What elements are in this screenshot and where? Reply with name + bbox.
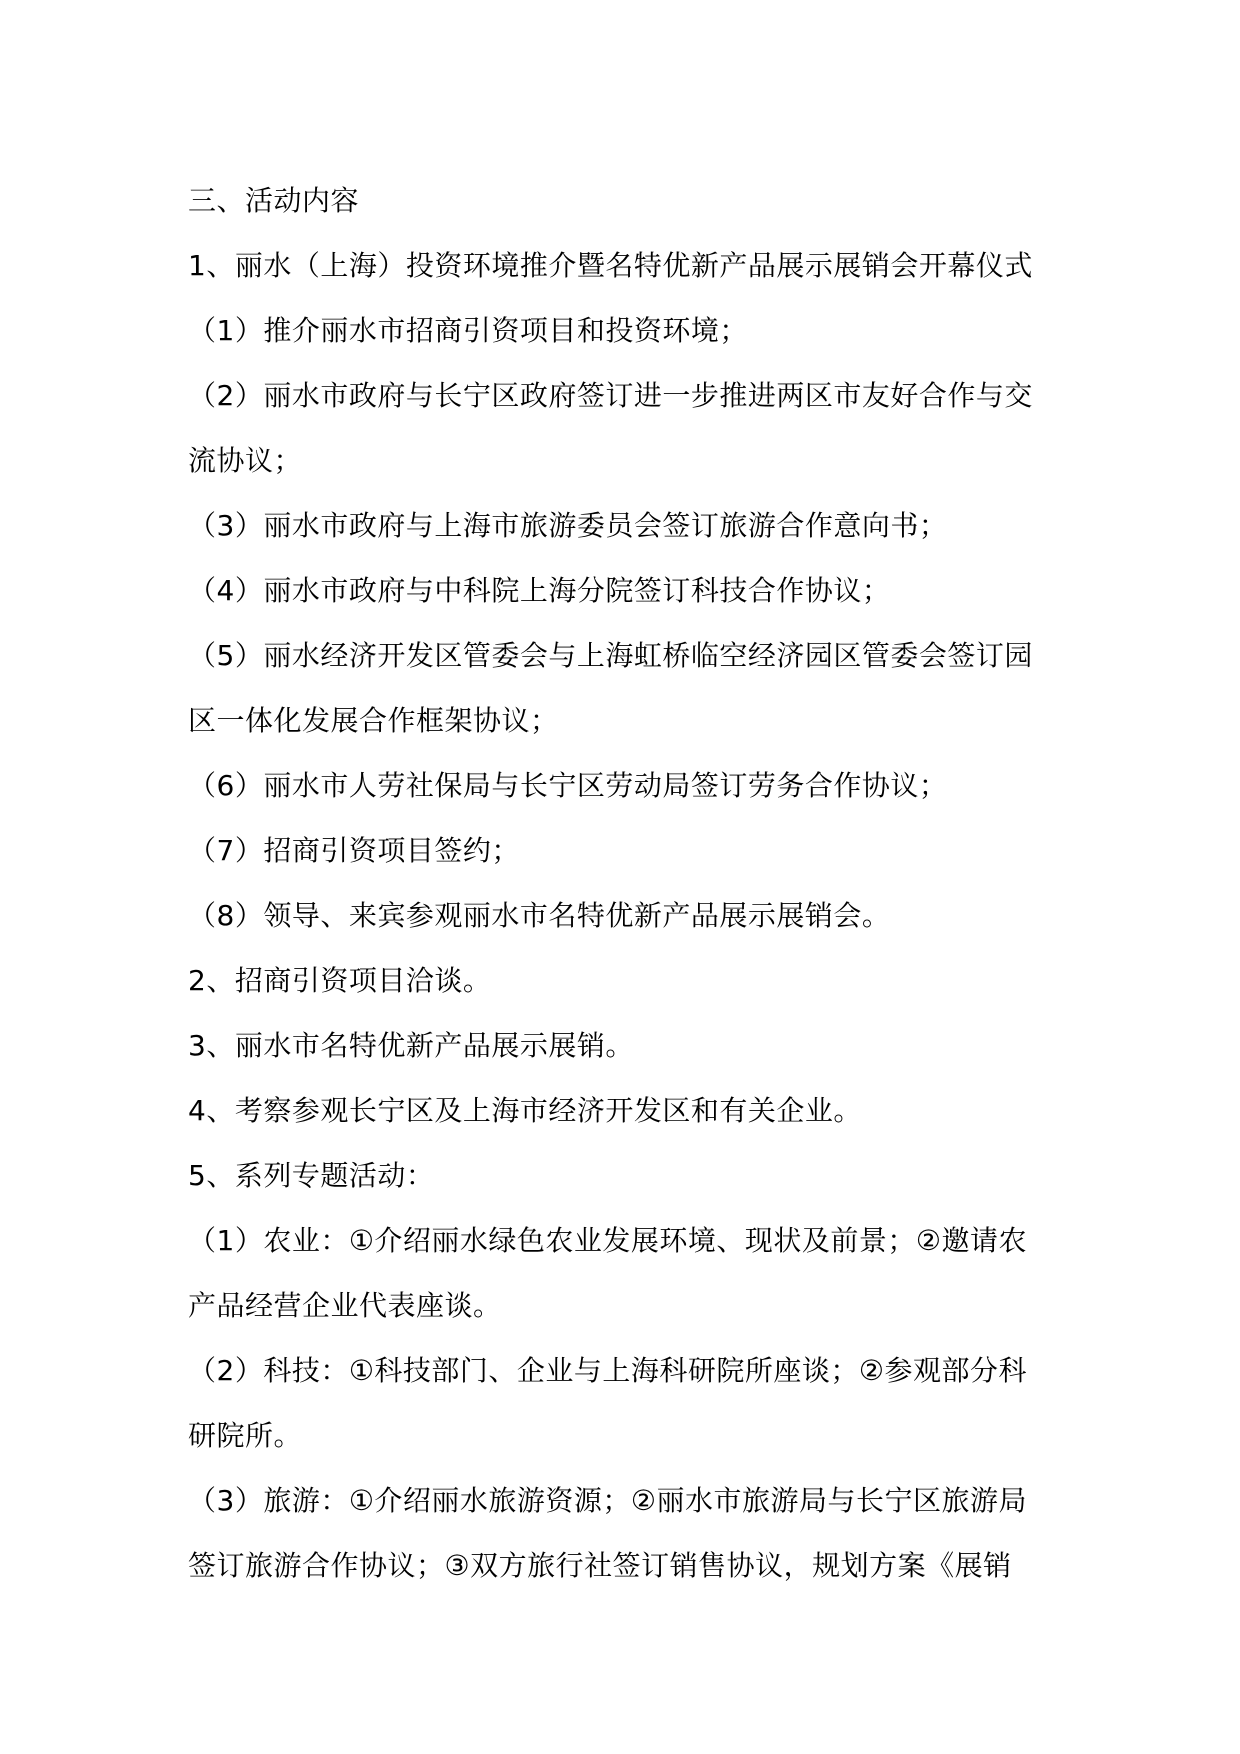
text-line-6: （4）丽水市政府与中科院上海分院签订科技合作协议；: [188, 574, 891, 607]
document-body: [188, 168, 1068, 1598]
text-line-5: （3）丽水市政府与上海市旅游委员会签订旅游合作意向书；: [188, 509, 948, 542]
text-line-15: 5、系列专题活动：: [188, 1159, 435, 1192]
text-line-10: （7）招商引资项目签约；: [188, 834, 520, 867]
text-line-1: 1、丽水（上海）投资环境推介暨名特优新产品展示展销会开幕仪式: [188, 249, 1033, 282]
text-line-4: 流协议；: [188, 444, 303, 477]
text-line-17: 产品经营企业代表座谈。: [188, 1289, 502, 1322]
text-line-14: 4、考察参观长宁区及上海市经济开发区和有关企业。: [188, 1094, 862, 1127]
text-line-20: （3）旅游：①介绍丽水旅游资源；②丽水市旅游局与长宁区旅游局: [188, 1484, 1028, 1517]
text-line-11: （8）领导、来宾参观丽水市名特优新产品展示展销会。: [188, 899, 891, 932]
text-line-13: 3、丽水市名特优新产品展示展销。: [188, 1029, 634, 1062]
text-line-3: （2）丽水市政府与长宁区政府签订进一步推进两区市友好合作与交: [188, 379, 1033, 412]
text-line-8: 区一体化发展合作框架协议；: [188, 704, 559, 737]
text-line-2: （1）推介丽水市招商引资项目和投资环境；: [188, 314, 748, 347]
text-line-9: （6）丽水市人劳社保局与长宁区劳动局签订劳务合作协议；: [188, 769, 948, 802]
text-line-19: 研院所。: [188, 1419, 303, 1452]
text-line-21: 签订旅游合作协议；③双方旅行社签订销售协议，规划方案《展销: [188, 1549, 1012, 1582]
section-heading: 三、活动内容: [188, 184, 360, 217]
text-line-12: 2、招商引资项目洽谈。: [188, 964, 492, 997]
text-line-18: （2）科技：①科技部门、企业与上海科研院所座谈；②参观部分科: [188, 1354, 1028, 1387]
text-line-7: （5）丽水经济开发区管委会与上海虹桥临空经济园区管委会签订园: [188, 639, 1033, 672]
text-line-16: （1）农业：①介绍丽水绿色农业发展环境、现状及前景；②邀请农: [188, 1224, 1028, 1257]
